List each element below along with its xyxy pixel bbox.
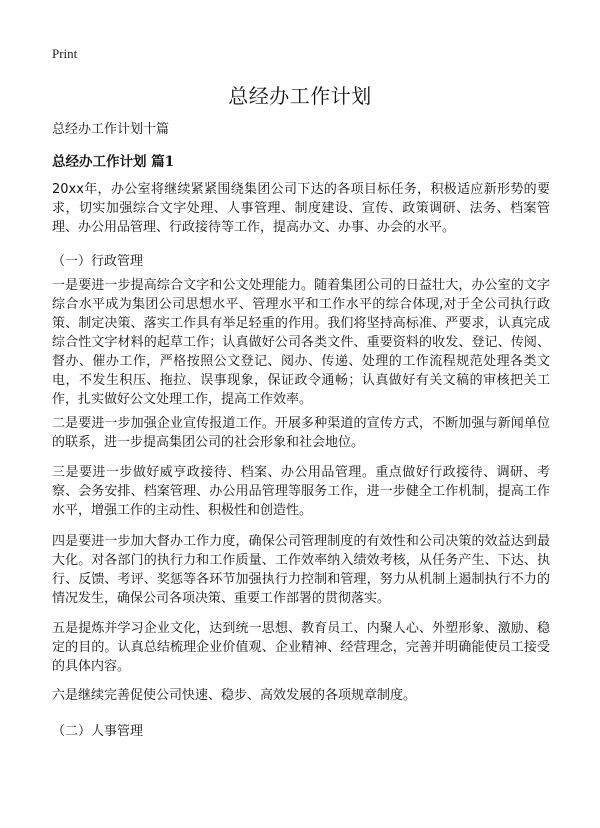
print-link[interactable]: Print <box>52 46 78 61</box>
paragraph-3: 三是要进一步做好威亨政接待、档案、办公用品管理。重点做好行政接待、调研、考察、会务安排、档案管理、办公用品管理等服务工作，进一步健全工作机制，提高工作水平，增强工作的主动性、积极性和创造性。 <box>52 465 550 518</box>
intro-paragraph: 20xx年，办公室将继续紧紧围绕集团公司下达的各项目标任务，积极适应新形势的要求，切实加强综合文字处理、人事管理、制度建设、宣传、政策调研、法务、档案管理、办公用品管理、行政接待等工作，提高办文、办事、办会的水平。 <box>52 182 550 235</box>
paragraph-6: 六是继续完善促使公司快速、稳步、高效发展的各项规章制度。 <box>52 688 417 703</box>
document-title: 总经办工作计划 <box>228 84 372 108</box>
paragraph-5: 五是提炼并学习企业文化，达到统一思想、教育员工、内聚人心、外塑形象、激励、稳定的目的。认真总结梳理企业价值观、企业精神、经营理念，完善并明确能使员工接受的具体内容。 <box>52 621 550 674</box>
section-heading: 总经办工作计划 篇1 <box>52 154 175 170</box>
paragraph-1: 一是要进一步提高综合文字和公文处理能力。随着集团公司的日益壮大，办公室的文字综合水平成为集团公司思想水平、管理水平和工作水平的综合体现,对于全公司执行政策、制定决策、落实工作具有举足轻重的作用。我们将坚持高标准、严要求，认真完成综合性文字材料的起草工作；认真做好公司各类文件、重要资料的收发、登记、传阅、督办、催办工作，严格按照公文登记、阅办、传递、处理的工作流程规范处理各类文电，不发生积压、拖拉、误事现象，保证政令通畅；认真做好有关文稿的审核把关工作，扎实做好公文处理工作，提高工作效率。 <box>52 278 550 407</box>
subheading-admin: （一）行政管理 <box>52 254 144 269</box>
document-subtitle: 总经办工作计划十篇 <box>52 122 170 137</box>
subheading-hr: （二）人事管理 <box>52 724 144 739</box>
paragraph-4: 四是要进一步加大督办工作力度，确保公司管理制度的有效性和公司决策的效益达到最大化。对各部门的执行力和工作质量、工作效率纳入绩效考核，从任务产生、下达、执行、反馈、考评、奖惩等各环节加强执行力控制和管理，努力从机制上遏制执行不力的情况发生，确保公司各项决策、重要工作部署的贯彻落实。 <box>52 534 550 606</box>
paragraph-2: 二是要进一步加强企业宣传报道工作。开展多种渠道的宣传方式，不断加强与新闻单位的联系，进一步提高集团公司的社会形象和社会地位。 <box>52 416 550 450</box>
